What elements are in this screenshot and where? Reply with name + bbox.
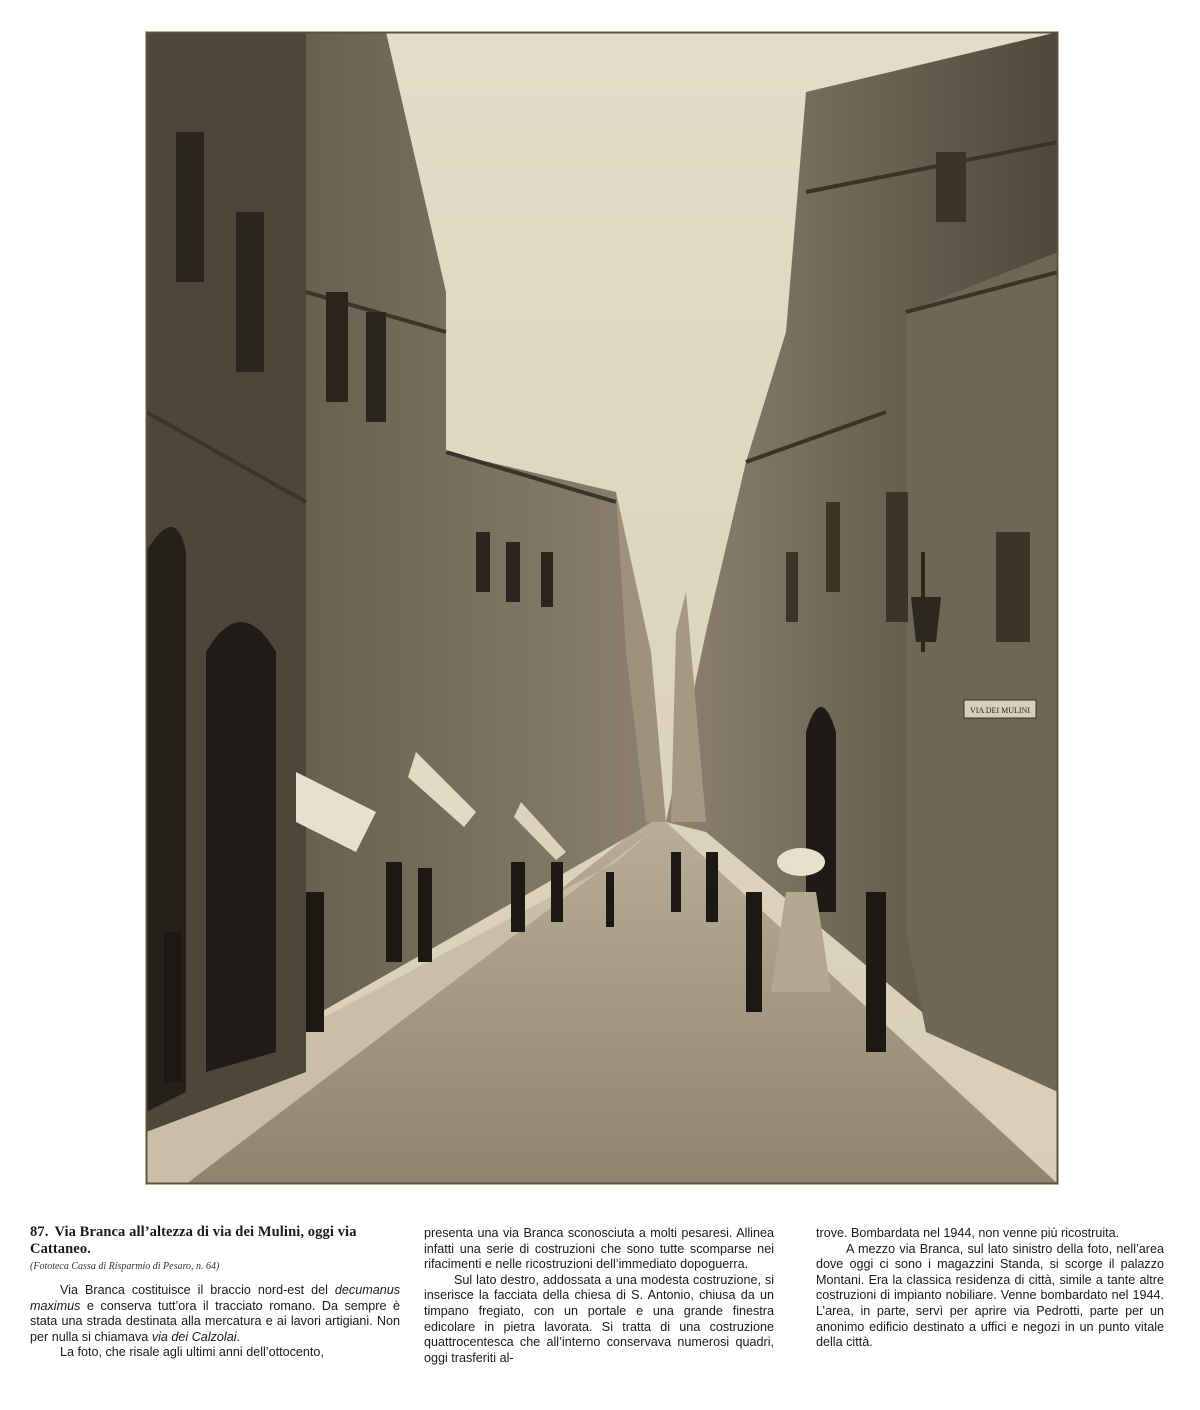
caption-number: 87. <box>30 1224 49 1240</box>
street-scene-illustration <box>146 32 1058 1184</box>
caption-title <box>30 1224 400 1258</box>
column-2-paragraph-2: Sul lato destro, addossata a una modesta costruzione, si inserisce la facciata della chiesa di S. Antonio, chiusa da un timpano fregiato, con un portale e una grande finestra edicolare in pietra lavorata. Si tratta di una costruzione quattrocentesca che all’interno conservava numerosi quadri, oggi trasferiti al- <box>424 1272 774 1365</box>
italic-term: decumanus maximus <box>30 1283 400 1313</box>
text-run: Via Branca costituisce il braccio nord-est del <box>60 1283 335 1297</box>
column-2-text <box>424 1226 774 1366</box>
italic-term: via dei Calzolai <box>151 1329 237 1344</box>
column-3-paragraph-2: A mezzo via Branca, sul lato sinistro della foto, nell’area dove oggi ci sono i magazzini Standa, si scorge il palazzo Montani. Era la classica residenza di città, simile a tante altre costruzioni di impianto nobiliare. Venne bombardato nel 1944. L’area, in parte, servì per aprire via Pedrotti, parte per un anonimo edificio destinato a uffici e negozi in un punto vitale della città. <box>816 1241 1164 1350</box>
column-3-text <box>816 1226 1164 1351</box>
caption-column <box>30 1224 400 1361</box>
column-1-paragraph-1 <box>30 1283 400 1345</box>
column-2-paragraph-1: presenta una via Branca sconosciuta a molti pesaresi. Allinea infatti una serie di costruzioni che sono tutte scomparse nei rifacimenti e nelle ricostruzioni dell’immediato dopoguerra. <box>424 1226 774 1272</box>
caption-title-text: Via Branca all’altezza di via dei Mulini, oggi via Cattaneo. <box>30 1224 357 1257</box>
photo-credit: (Fototeca Cassa di Risparmio di Pesaro, n. 64) <box>30 1261 220 1272</box>
historic-street-photo <box>146 32 1058 1184</box>
column-3-paragraph-1: trove. Bombardata nel 1944, non venne più ricostruita. <box>816 1226 1120 1240</box>
column-1-paragraph-2: La foto, che risale agli ultimi anni dell’ottocento, <box>60 1345 324 1360</box>
text-run: . <box>236 1329 241 1344</box>
text-run: e conserva tutt’ora il tracciato romano. Da sempre è stata una strada destinata alla mercatura e ai lavori artigiani. Non per nulla si chiamava <box>30 1298 400 1344</box>
street-sign-text: VIA DEI MULINI <box>970 706 1030 715</box>
column-1-text <box>30 1283 400 1361</box>
